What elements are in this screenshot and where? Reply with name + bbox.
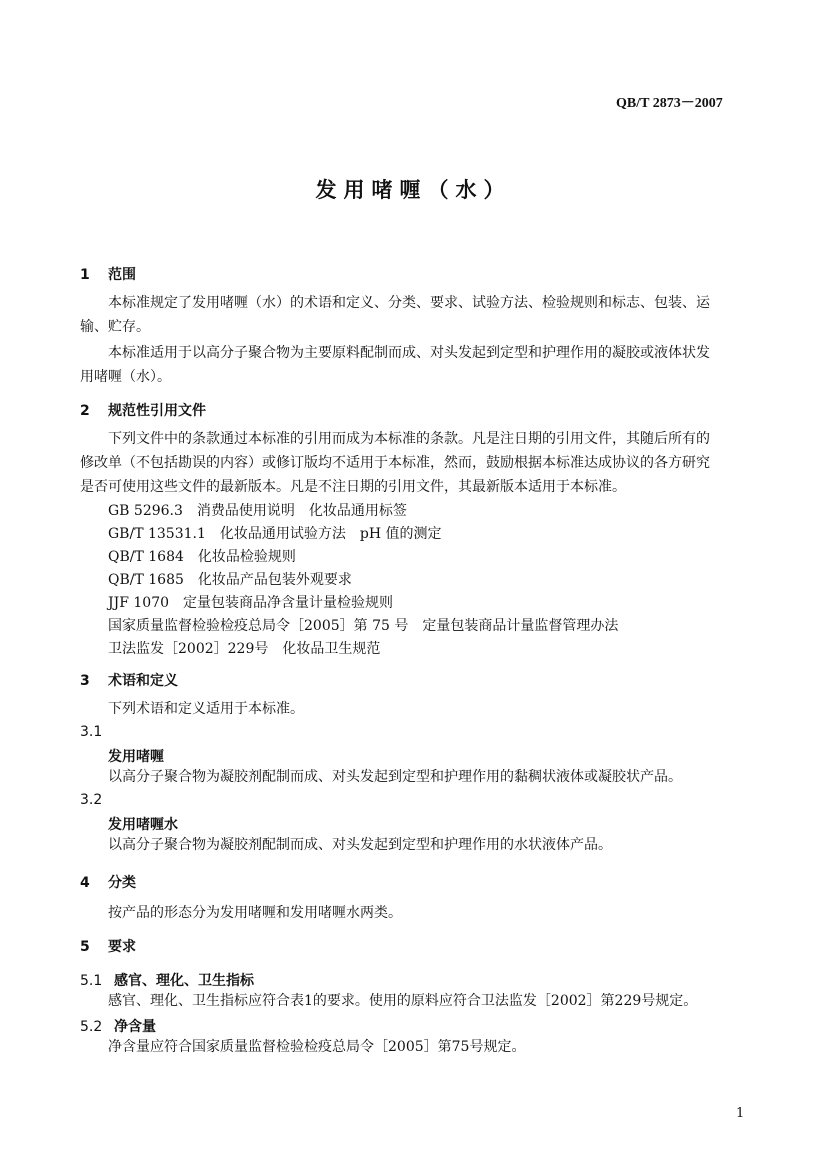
paragraph-line: 本标准适用于以高分子聚合物为主要原料配制而成、对头发起到定型和护理作用的凝胶或液体状发: [108, 345, 710, 361]
subclause-5-2-heading: [80, 1016, 156, 1036]
section-3-heading: [80, 670, 178, 690]
subclause-number: 3.1: [80, 724, 103, 740]
reference-item: QB/T 1684 化妆品检验规则: [108, 549, 296, 565]
page-number: 1: [736, 1106, 745, 1121]
paragraph-line: 按产品的形态分为发用啫喱和发用啫喱水两类。: [108, 905, 402, 921]
section-number: 1: [80, 267, 90, 283]
reference-item: 国家质量监督检验检疫总局令［2005］第 75 号 定量包装商品计量监督管理办法: [108, 618, 619, 634]
standard-code: QB/T 2873－2007: [616, 96, 723, 111]
section-1-heading: [80, 264, 136, 284]
reference-item: 卫法监发［2002］229号 化妆品卫生规范: [108, 641, 381, 657]
reference-item: GB/T 13531.1 化妆品通用试验方法 pH 值的测定: [108, 526, 442, 542]
subclause-5-1-heading: [80, 970, 254, 990]
paragraph-line: 感官、理化、卫生指标应符合表1的要求。使用的原料应符合卫法监发［2002］第229号规定。: [108, 993, 698, 1009]
reference-item: GB 5296.3 消费品使用说明 化妆品通用标签: [108, 503, 407, 519]
section-title: 规范性引用文件: [108, 403, 206, 419]
subclause-number: 3.2: [80, 792, 103, 808]
section-2-heading: [80, 400, 206, 420]
term-definition: 以高分子聚合物为凝胶剂配制而成、对头发起到定型和护理作用的水状液体产品。: [108, 837, 612, 853]
term-definition: 以高分子聚合物为凝胶剂配制而成、对头发起到定型和护理作用的黏稠状液体或凝胶状产品。: [108, 769, 682, 785]
paragraph-line: 本标准规定了发用啫喱（水）的术语和定义、分类、要求、试验方法、检验规则和标志、包装、运: [108, 295, 710, 311]
term-name: 发用啫喱水: [108, 817, 178, 833]
section-title: 范围: [108, 267, 136, 283]
subclause-number: 5.2: [80, 1019, 103, 1035]
paragraph-line: 下列术语和定义适用于本标准。: [108, 701, 304, 717]
section-title: 要求: [108, 939, 136, 955]
reference-item: QB/T 1685 化妆品产品包装外观要求: [108, 572, 352, 588]
section-title: 分类: [108, 875, 136, 891]
term-number: [80, 724, 114, 740]
term-name: 发用啫喱: [108, 749, 164, 765]
section-number: 3: [80, 673, 90, 689]
paragraph-line: 净含量应符合国家质量监督检验检疫总局令［2005］第75号规定。: [108, 1039, 526, 1055]
paragraph-line: 输、贮存。: [80, 319, 150, 335]
subclause-number: 5.1: [80, 973, 103, 989]
section-number: 4: [80, 875, 90, 891]
paragraph-line: 用啫喱（水）。: [80, 369, 171, 385]
term-number: [80, 792, 114, 808]
section-number: 2: [80, 403, 90, 419]
paragraph-line: 修改单（不包括勘误的内容）或修订版均不适用于本标准，然而，鼓励根据本标准达成协议的各方研究: [80, 455, 710, 471]
reference-item: JJF 1070 定量包装商品净含量计量检验规则: [108, 595, 394, 611]
paragraph-line: 是否可使用这些文件的最新版本。凡是不注日期的引用文件，其最新版本适用于本标准。: [80, 479, 626, 495]
section-title: 术语和定义: [108, 673, 178, 689]
paragraph-line: 下列文件中的条款通过本标准的引用而成为本标准的条款。凡是注日期的引用文件，其随后所有的: [108, 431, 710, 447]
subclause-title: 感官、理化、卫生指标: [114, 973, 254, 989]
section-5-heading: [80, 936, 136, 956]
subclause-title: 净含量: [114, 1019, 156, 1035]
section-number: 5: [80, 939, 90, 955]
section-4-heading: [80, 872, 136, 892]
document-title: 发用啫喱（水）: [315, 177, 512, 202]
